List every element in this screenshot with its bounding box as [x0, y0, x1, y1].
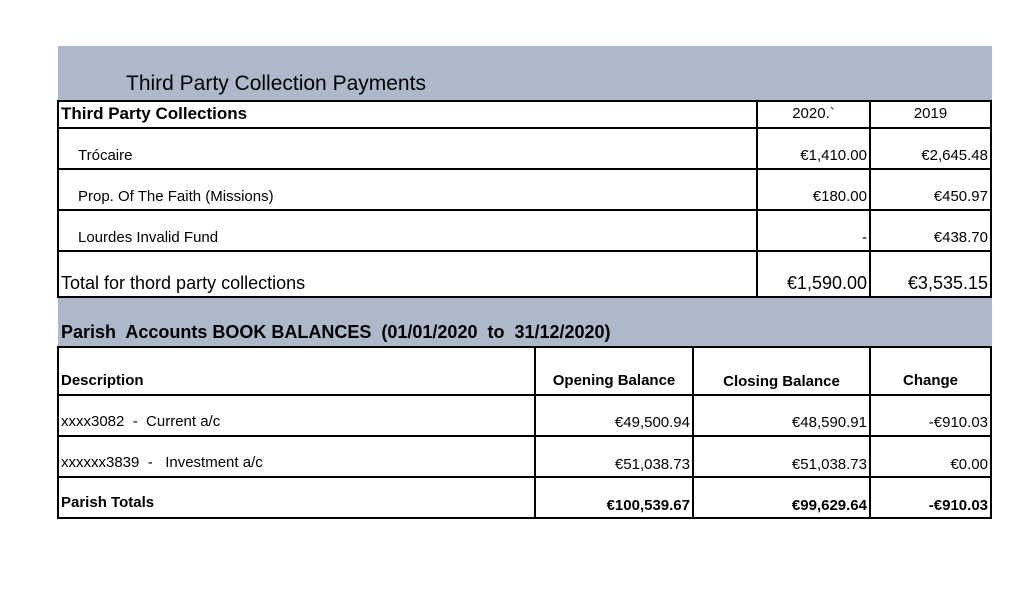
- t1-vline-right: [990, 100, 992, 298]
- parish-banner-title: Parish Accounts BOOK BALANCES (01/01/2020 to 31/12/2020): [61, 322, 611, 342]
- t2-totals-closing: €99,629.64: [791, 497, 867, 514]
- t2-row-closing: €48,590.91: [791, 414, 867, 431]
- t2-header-closing: Closing Balance: [723, 373, 840, 390]
- t1-row-2019: €450.97: [933, 188, 988, 205]
- t2-header-change: Change: [902, 372, 958, 389]
- t1-row-2020: €180.00: [812, 188, 867, 205]
- t1-row-2019: €438.70: [933, 229, 988, 246]
- t2-vline-right: [990, 346, 992, 519]
- t1-line-3: [57, 209, 992, 211]
- t1-total-label: Total for thord party collections: [61, 273, 306, 293]
- t1-header-2020: 2020.`: [792, 105, 835, 122]
- t1-line-2: [57, 168, 992, 170]
- t1-total-2020: €1,590.00: [786, 273, 867, 293]
- t2-row-change: €0.00: [950, 456, 988, 473]
- t1-row-label: Prop. Of The Faith (Missions): [78, 188, 274, 205]
- t2-totals-opening: €100,539.67: [606, 497, 690, 514]
- t2-header-opening: Opening Balance: [552, 372, 676, 389]
- t1-line-1: [57, 127, 992, 129]
- t1-line-4: [57, 250, 992, 252]
- t2-totals-change: -€910.03: [928, 497, 988, 514]
- t2-vline-left: [57, 346, 59, 519]
- t2-line-1: [57, 394, 992, 396]
- t2-totals-description: Parish Totals: [61, 494, 155, 511]
- t2-row-opening: €51,038.73: [614, 456, 690, 473]
- t2-row-description: xxxxxx3839 - Investment a/c: [61, 454, 263, 471]
- t2-row-opening: €49,500.94: [614, 414, 690, 431]
- t1-row-label: Trócaire: [78, 147, 133, 164]
- third-party-banner-title: Third Party Collection Payments: [126, 72, 426, 95]
- t1-row-label: Lourdes Invalid Fund: [78, 229, 219, 246]
- t1-row-2020: -: [862, 229, 867, 246]
- t1-header-label: Third Party Collections: [61, 104, 248, 123]
- t2-line-bottom: [57, 517, 992, 519]
- t1-row-2020: €1,410.00: [800, 147, 867, 164]
- t2-line-3: [57, 476, 992, 478]
- t2-row-closing: €51,038.73: [791, 456, 867, 473]
- t2-row-description: xxxx3082 - Current a/c: [61, 413, 221, 430]
- t1-vline-left: [57, 100, 59, 298]
- t2-line-top: [57, 346, 992, 348]
- t1-total-2019: €3,535.15: [907, 273, 988, 293]
- t1-line-top: [57, 100, 992, 102]
- t2-line-2: [57, 435, 992, 437]
- t1-row-2019: €2,645.48: [921, 147, 988, 164]
- t2-header-description: Description: [61, 372, 144, 389]
- t1-header-2019: 2019: [913, 105, 948, 122]
- t2-row-change: -€910.03: [928, 414, 988, 431]
